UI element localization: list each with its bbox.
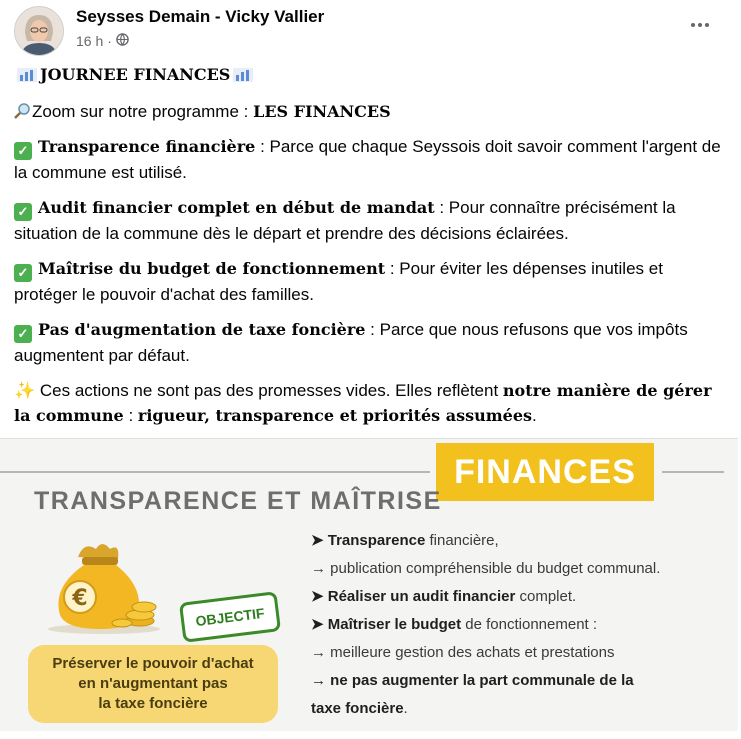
money-bag-icon [44,535,164,640]
line-text: publication compréhensible du budget communal. [326,560,661,577]
program-line [311,527,731,555]
box-line: en n'augmentant pas [78,675,228,692]
post-meta [76,33,129,49]
meta-separator: · [107,33,112,49]
closing-a: Ces actions ne sont pas des promesses vides. Elles reflètent [35,381,503,400]
objective-box [28,645,278,723]
item-bold: Maîtrise du budget de fonctionnement [38,259,386,278]
post-image[interactable] [0,438,738,731]
objectif-badge: OBJECTIF [179,591,281,643]
magnifier-icon [14,102,32,121]
item-bold: Audit financier complet en début de mandat [38,198,435,217]
line-text: financière, [425,532,499,549]
closing-bold2: rigueur, transparence et priorités assumées [137,406,533,425]
arrow-icon: → [311,644,326,661]
arrow-icon: ➤ [311,588,324,605]
zoom-prefix: Zoom sur notre programme : [32,102,254,121]
closing-line [14,378,726,428]
bar-chart-icon [17,64,37,89]
line-bold: Transparence [327,532,426,549]
item-text: : Pour éviter les dépenses inutiles et protéger le pouvoir d'achat des familles. [14,259,663,304]
line-bold: taxe foncière [311,700,404,717]
arrow-icon: ➤ [311,532,324,549]
program-line [311,639,731,667]
post-time[interactable]: 16 h [76,33,104,49]
program-line [311,695,731,723]
more-options-icon[interactable] [686,14,714,36]
post-title-line [14,62,726,89]
arrow-icon: → [311,672,326,689]
post-body [14,62,726,438]
list-item [14,195,726,246]
line-text: meilleure gestion des achats et prestations [326,644,615,661]
program-line [311,583,731,611]
list-item [14,134,726,185]
box-line: la taxe foncière [98,695,208,712]
item-text: : Parce que nous refusons que vos impôts augmentent par défaut. [14,320,688,365]
line-text: de fonctionnement : [461,616,598,633]
divider [0,471,430,473]
line-bold: Réaliser un audit financier [327,588,516,605]
zoom-line [14,99,726,124]
check-icon: ✓ [14,203,32,221]
arrow-icon: ➤ [311,616,324,633]
sparkles-icon: ✨ [14,381,36,400]
item-bold: Transparence financière [38,137,256,156]
program-list [311,527,731,723]
graphic-title: TRANSPARENCE ET MAÎTRISE [34,487,442,515]
closing-mid: : [123,406,138,425]
program-line [311,667,731,695]
check-icon: ✓ [14,142,32,160]
zoom-bold: LES FINANCES [253,102,391,121]
finances-banner: FINANCES [436,443,654,501]
bar-chart-icon [233,64,253,89]
line-bold: ne pas augmenter la part communale de la [330,672,634,689]
line-text: complet. [515,588,577,605]
check-icon: ✓ [14,264,32,282]
arrow-icon: → [311,560,326,577]
post-title: JOURNEE FINANCES [40,65,231,84]
program-line [311,555,731,583]
globe-icon [116,33,129,49]
line-bold: Maîtriser le budget [327,616,462,633]
list-item [14,317,726,368]
euro-symbol: € [72,586,88,611]
closing-end: . [532,406,537,425]
list-item [14,256,726,307]
box-line: Préserver le pouvoir d'achat [52,655,254,672]
item-text: : Pour connaître précisément la situation de la commune dès le départ et prendre des décisions éclairées. [14,198,676,243]
check-icon: ✓ [14,325,32,343]
author-name[interactable]: Seysses Demain - Vicky Vallier [76,7,325,26]
item-bold: Pas d'augmentation de taxe foncière [38,320,366,339]
divider [662,471,724,473]
closing-bold1: notre manière de gérer la commune [14,381,712,425]
item-text: : Parce que chaque Seyssois doit savoir comment l'argent de la commune est utilisé. [14,137,721,182]
author-avatar[interactable] [14,6,64,56]
program-line [311,611,731,639]
line-text: . [403,700,408,717]
